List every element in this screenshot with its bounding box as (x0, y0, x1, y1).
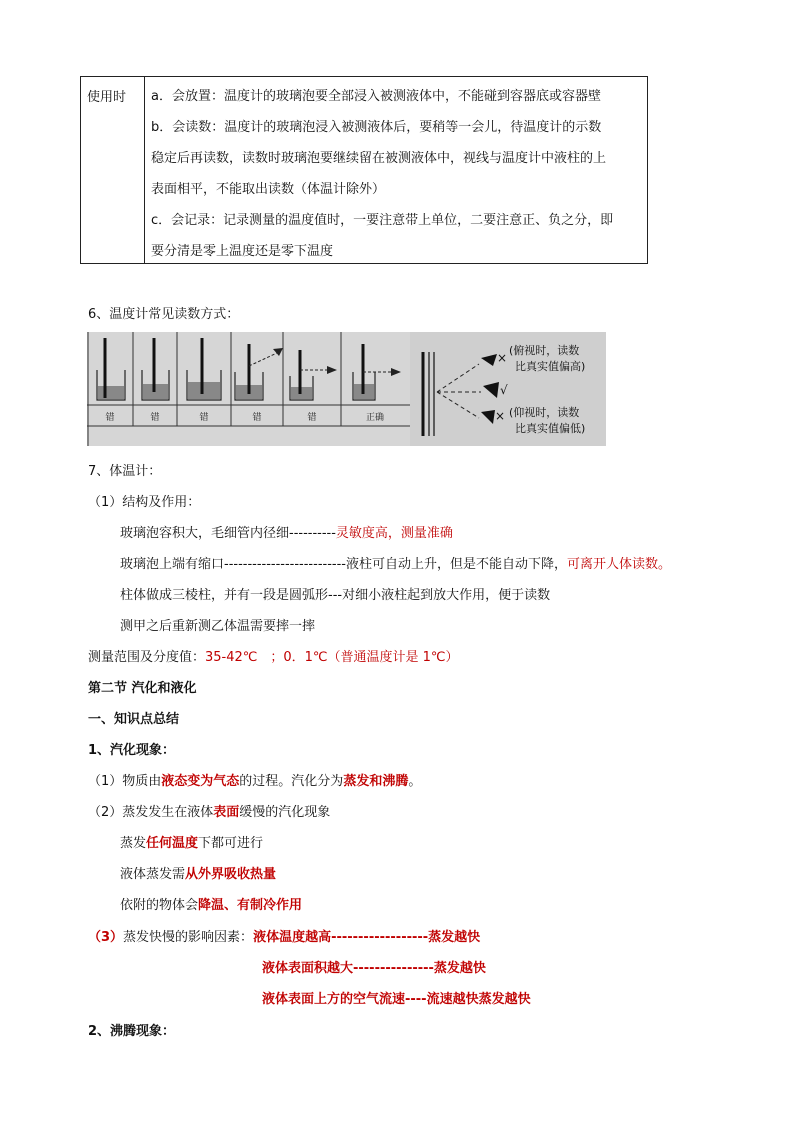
figure-label: 错 (307, 413, 317, 423)
thermometer-reading-figure (87, 332, 606, 446)
section-7-title: 7、体温计： (88, 464, 162, 479)
check-icon: √ (500, 383, 508, 397)
structure-line: 柱体做成三棱柱，并有一段是圆弧形---对细小液柱起到放大作用，便于读数 (120, 588, 551, 603)
structure-line: 玻璃泡上端有缩口--------------------------液柱可自动上升，但是不能自动下降，可离开人体读数。 (120, 557, 671, 572)
factors-line: （3）蒸发快慢的影响因素：液体温度越高------------------蒸发越快 (88, 930, 481, 945)
structure-heading: （1）结构及作用： (88, 495, 201, 510)
cross-icon: × (495, 409, 506, 423)
cross-icon: × (497, 351, 508, 365)
paragraph-4: 液体蒸发需从外界吸收热量 (120, 867, 277, 882)
table-line: a．会放置：温度计的玻璃泡要全部浸入被测液体中，不能碰到容器底或容器壁 (151, 89, 601, 104)
structure-line: 玻璃泡容积大，毛细管内径细----------灵敏度高，测量准确 (120, 526, 453, 541)
figure-label: 正确 (365, 413, 385, 423)
figure-note: (俯视时，读数 (509, 344, 580, 357)
factors-line: 液体表面上方的空气流速----流速越快蒸发越快 (262, 992, 531, 1007)
paragraph-1: （1）物质由液态变为气态的过程。汽化分为蒸发和沸腾。 (88, 774, 422, 789)
heading-vaporization: 1、汽化现象： (88, 743, 176, 758)
paragraph-5: 依附的物体会降温、有制冷作用 (120, 898, 303, 913)
table-line: 要分清是零上温度还是零下温度 (151, 244, 334, 259)
section-title: 第二节 汽化和液化 (88, 681, 197, 696)
section-6-title: 6、温度计常见读数方式： (88, 307, 240, 322)
range-line: 测量范围及分度值：35-42℃ ；0．1℃（普通温度计是 1℃） (88, 650, 459, 665)
figure-note: 比真实值偏低) (515, 422, 586, 435)
figure-note: (仰视时，读数 (509, 406, 580, 419)
heading-boiling: 2、沸腾现象： (88, 1024, 176, 1039)
table-line: b．会读数：温度计的玻璃泡浸入被测液体后，要稍等一会儿，待温度计的示数 (151, 120, 602, 135)
table-line: 表面相平，不能取出读数（体温计除外） (151, 182, 386, 197)
figure-label: 错 (252, 413, 262, 423)
figure-label: 错 (105, 413, 115, 423)
paragraph-3: 蒸发任何温度下都可进行 (120, 836, 264, 851)
table-line: 稳定后再读数，读数时玻璃泡要继续留在被测液体中，视线与温度计中液柱的上 (151, 151, 607, 166)
figure-label: 错 (199, 413, 209, 423)
table-header-cell: 使用时 (81, 77, 145, 263)
usage-table (80, 76, 648, 264)
figure-label: 错 (150, 413, 160, 423)
structure-line: 测甲之后重新测乙体温需要摔一摔 (120, 619, 316, 634)
table-line: c．会记录：记录测量的温度值时，一要注意带上单位，二要注意正、负之分，即 (151, 213, 614, 228)
heading-summary: 一、知识点总结 (88, 712, 180, 727)
paragraph-2: （2）蒸发发生在液体表面缓慢的汽化现象 (88, 805, 331, 820)
factors-line: 液体表面积越大---------------蒸发越快 (262, 961, 486, 976)
figure-note: 比真实值偏高) (515, 360, 586, 373)
